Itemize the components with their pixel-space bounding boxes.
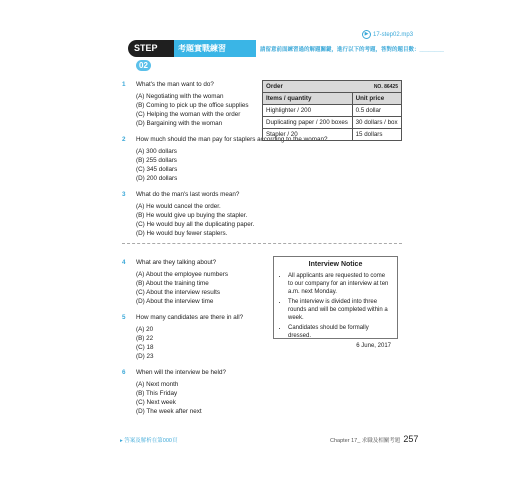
- notice-item: • The interview is divided into three rounds and will be completed within a week.: [288, 298, 391, 322]
- item-cell: Stapler / 20: [263, 129, 353, 141]
- column-header-items: Items / quantity: [263, 93, 353, 105]
- price-cell: 30 dollars / box: [352, 117, 401, 129]
- answer-option[interactable]: (A) About the employee numbers: [136, 271, 229, 278]
- answer-option[interactable]: (B) 22: [136, 335, 154, 342]
- step-label: STEP: [134, 43, 158, 53]
- question-stem: What are they talking about?: [136, 259, 217, 266]
- answer-option[interactable]: (C) About the interview results: [136, 289, 220, 296]
- interview-notice: [273, 256, 398, 349]
- question-stem: When will the interview be held?: [136, 369, 226, 376]
- price-cell: 0.5 dollar: [352, 105, 401, 117]
- step-instruction: 請留意前面練習過的解題關鍵，進行以下的考題，答對的題目數：________: [260, 47, 444, 53]
- question-number: 6: [122, 369, 126, 376]
- price-cell: 15 dollars: [352, 129, 401, 141]
- answer-option[interactable]: (D) 23: [136, 353, 154, 360]
- question-number: 3: [122, 191, 126, 198]
- answer-option[interactable]: (C) Helping the woman with the order: [136, 111, 241, 118]
- answer-option[interactable]: (B) He would give up buying the stapler.: [136, 212, 248, 219]
- step-title: 考題實戰練習: [174, 40, 256, 57]
- notice-title: Interview Notice: [308, 261, 363, 268]
- item-cell: Duplicating paper / 200 boxes: [263, 117, 353, 129]
- answer-option[interactable]: (D) The week after next: [136, 408, 202, 415]
- question-number: 1: [122, 81, 126, 88]
- answer-option[interactable]: (A) Negotiating with the woman: [136, 93, 224, 100]
- answer-option[interactable]: (C) Next week: [136, 399, 176, 406]
- notice-date: 6 June, 2017: [356, 343, 391, 349]
- table-row: [263, 117, 402, 129]
- question-stem: How many candidates are there in all?: [136, 314, 244, 321]
- chapter-label: Chapter 17_ 求職及相關考題: [330, 438, 401, 444]
- answer-option[interactable]: (D) 200 dollars: [136, 175, 178, 182]
- answer-option[interactable]: (A) 300 dollars: [136, 148, 177, 155]
- answer-option[interactable]: (B) Coming to pick up the office supplies: [136, 102, 249, 109]
- answer-option[interactable]: (C) 345 dollars: [136, 166, 178, 173]
- answer-option[interactable]: (B) This Friday: [136, 390, 178, 397]
- answer-option[interactable]: (C) He would buy all the duplicating paper.: [136, 221, 255, 228]
- question-stem: How much should the man pay for staplers according to the woman?: [136, 136, 328, 143]
- answer-option[interactable]: (A) Next month: [136, 381, 179, 388]
- question-number: 5: [122, 314, 126, 321]
- item-cell: Highlighter / 200: [263, 105, 353, 117]
- step-number: 02: [136, 60, 151, 71]
- section-divider: [122, 243, 402, 244]
- answer-option[interactable]: (A) 20: [136, 326, 154, 333]
- audio-track[interactable]: [362, 30, 413, 39]
- order-number: NO. 86425: [373, 84, 398, 90]
- table-row: [263, 105, 402, 117]
- order-title: Order: [266, 83, 283, 90]
- column-header-price: Unit price: [352, 93, 401, 105]
- answer-option[interactable]: (D) He would buy fewer staplers.: [136, 230, 228, 237]
- table-row: [263, 129, 402, 141]
- notice-item: • All applicants are requested to come to our company for an interview at ten a.m. next Monday.: [288, 272, 391, 296]
- page-footer: [330, 434, 418, 444]
- answer-option[interactable]: (B) About the training time: [136, 280, 209, 287]
- answer-reference-link[interactable]: ▸ 答案及解析在第000頁: [120, 438, 178, 444]
- answer-option[interactable]: (C) 18: [136, 344, 154, 351]
- page-number: 257: [403, 434, 419, 444]
- question-number: 2: [122, 136, 126, 143]
- question-stem: What's the man want to do?: [136, 81, 214, 88]
- question-stem: What do the man's last words mean?: [136, 191, 240, 198]
- order-header: [263, 81, 402, 93]
- audio-filename: 17-step02.mp3: [373, 32, 414, 39]
- step-badge: [128, 40, 174, 70]
- answer-option[interactable]: (D) Bargaining with the woman: [136, 120, 223, 127]
- answer-option[interactable]: (A) He would cancel the order.: [136, 203, 221, 210]
- notice-item: • Candidates should be formally dressed.: [288, 324, 391, 340]
- answer-option[interactable]: (D) About the interview time: [136, 298, 214, 305]
- answer-option[interactable]: (B) 255 dollars: [136, 157, 177, 164]
- question-number: 4: [122, 259, 126, 266]
- order-table: [262, 80, 402, 141]
- play-icon[interactable]: ▶: [362, 30, 371, 39]
